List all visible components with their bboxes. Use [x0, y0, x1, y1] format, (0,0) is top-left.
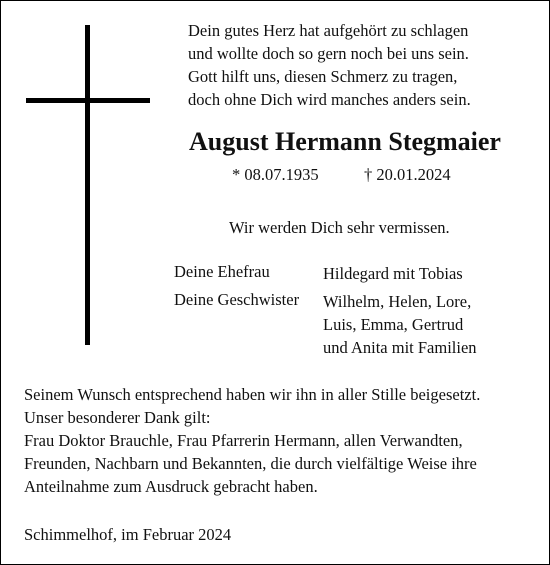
thanks-line: Unser besonderer Dank gilt:	[24, 408, 211, 427]
thanks-line: Anteilnahme zum Ausdruck gebracht haben.	[24, 477, 318, 496]
miss-line: Wir werden Dich sehr vermissen.	[229, 218, 450, 237]
relative-name-line: Hildegard mit Tobias	[323, 264, 463, 283]
place-date: Schimmelhof, im Februar 2024	[24, 525, 232, 544]
relative-names-wife	[323, 262, 463, 285]
poem	[188, 19, 508, 111]
poem-line: doch ohne Dich wird manches anders sein.	[188, 90, 471, 109]
relative-name-line: Wilhelm, Helen, Lore,	[323, 292, 472, 311]
death-date: † 20.01.2024	[364, 165, 451, 184]
relative-names-siblings	[323, 290, 477, 359]
deceased-name: August Hermann Stegmaier	[189, 127, 501, 156]
cross-horizontal-bar	[26, 98, 150, 103]
birth-date: * 08.07.1935	[232, 165, 319, 184]
relative-name-line: und Anita mit Familien	[323, 338, 477, 357]
poem-line: Gott hilft uns, diesen Schmerz zu tragen,	[188, 67, 458, 86]
relative-label-siblings: Deine Geschwister	[174, 290, 300, 309]
poem-line: Dein gutes Herz hat aufgehört zu schlagen	[188, 21, 469, 40]
thanks-paragraph	[24, 383, 524, 498]
poem-line: und wollte doch so gern noch bei uns sein.	[188, 44, 469, 63]
relative-name-line: Luis, Emma, Gertrud	[323, 315, 464, 334]
relative-label-wife: Deine Ehefrau	[174, 262, 270, 281]
thanks-line: Freunden, Nachbarn und Bekannten, die durch vielfältige Weise ihre	[24, 454, 477, 473]
thanks-line: Seinem Wunsch entsprechend haben wir ihn in aller Stille beigesetzt.	[24, 385, 481, 404]
thanks-line: Frau Doktor Brauchle, Frau Pfarrerin Hermann, allen Verwandten,	[24, 431, 463, 450]
cross-vertical-bar	[85, 25, 90, 345]
